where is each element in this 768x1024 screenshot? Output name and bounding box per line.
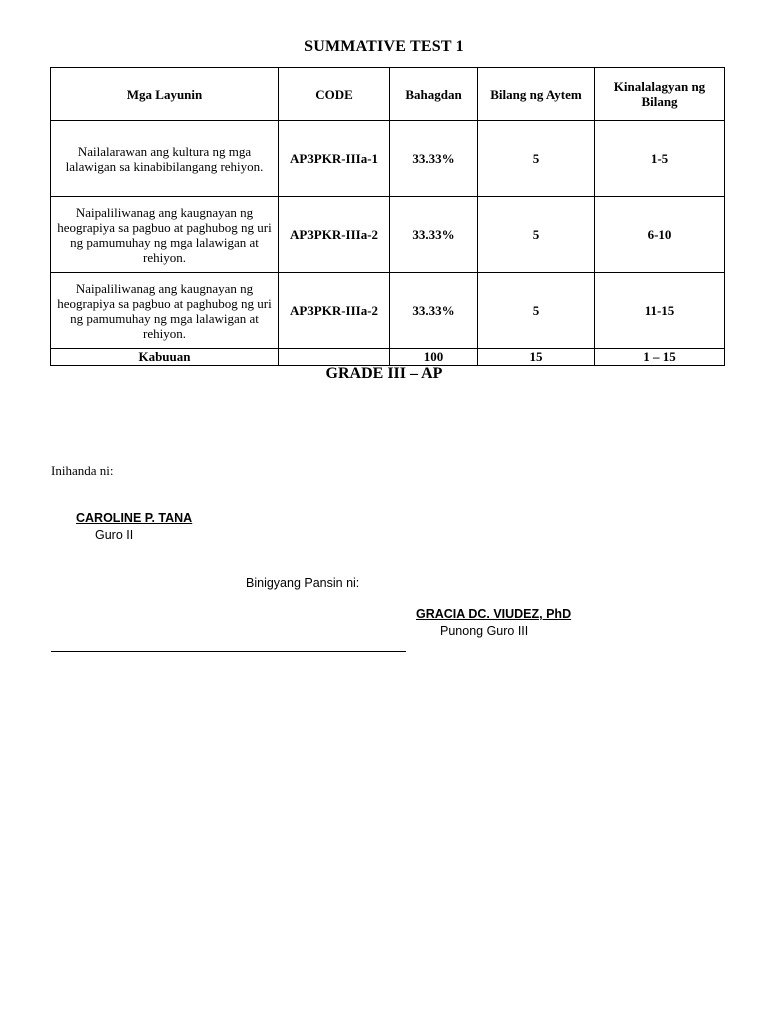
header-percentage: Bahagdan bbox=[390, 68, 478, 121]
grade-subject-heading: GRADE III – AP bbox=[325, 365, 443, 382]
total-items-cell: 15 bbox=[478, 349, 595, 366]
objective-cell: Nailalarawan ang kultura ng mga lalawigan sa kinabibilangang rehiyon. bbox=[51, 121, 279, 197]
table-row bbox=[51, 273, 725, 349]
table-row bbox=[51, 197, 725, 273]
preparer-name: CAROLINE P. TANA bbox=[76, 511, 193, 525]
code-cell: AP3PKR-IIIa-2 bbox=[279, 273, 390, 349]
placement-cell: 1-5 bbox=[595, 121, 725, 197]
items-cell: 5 bbox=[478, 121, 595, 197]
preparer-position: Guro II bbox=[95, 528, 134, 542]
header-item-count: Bilang ng Aytem bbox=[478, 68, 595, 121]
percent-cell: 33.33% bbox=[390, 121, 478, 197]
total-code-cell bbox=[279, 349, 390, 366]
noter-name: GRACIA DC. VIUDEZ, PhD bbox=[416, 607, 572, 621]
percent-cell: 33.33% bbox=[390, 197, 478, 273]
total-row bbox=[51, 349, 725, 366]
prepared-by-label: Inihanda ni: bbox=[51, 463, 114, 478]
total-label-cell: Kabuuan bbox=[51, 349, 279, 366]
header-objectives: Mga Layunin bbox=[51, 68, 279, 121]
horizontal-rule bbox=[51, 651, 406, 652]
total-placement-cell: 1 – 15 bbox=[595, 349, 725, 366]
header-code: CODE bbox=[279, 68, 390, 121]
code-cell: AP3PKR-IIIa-2 bbox=[279, 197, 390, 273]
objective-cell: Naipaliliwanag ang kaugnayan ng heograpiya sa pagbuo at paghubog ng uri ng pamumuhay ng mga lalawigan at rehiyon. bbox=[51, 197, 279, 273]
items-cell: 5 bbox=[478, 273, 595, 349]
placement-cell: 11-15 bbox=[595, 273, 725, 349]
percent-cell: 33.33% bbox=[390, 273, 478, 349]
code-cell: AP3PKR-IIIa-1 bbox=[279, 121, 390, 197]
total-percent-cell: 100 bbox=[390, 349, 478, 366]
placement-cell: 6-10 bbox=[595, 197, 725, 273]
noter-position: Punong Guro III bbox=[440, 624, 529, 638]
table-row bbox=[51, 121, 725, 197]
items-cell: 5 bbox=[478, 197, 595, 273]
document-title: SUMMATIVE TEST 1 bbox=[304, 38, 464, 55]
specification-table bbox=[50, 67, 725, 366]
table-header-row bbox=[51, 68, 725, 121]
objective-cell: Naipaliliwanag ang kaugnayan ng heograpiya sa pagbuo at paghubog ng uri ng pamumuhay ng mga lalawigan at rehiyon. bbox=[51, 273, 279, 349]
noted-by-label: Binigyang Pansin ni: bbox=[246, 576, 360, 590]
header-item-placement: Kinalalagyan ng Bilang bbox=[595, 68, 725, 121]
